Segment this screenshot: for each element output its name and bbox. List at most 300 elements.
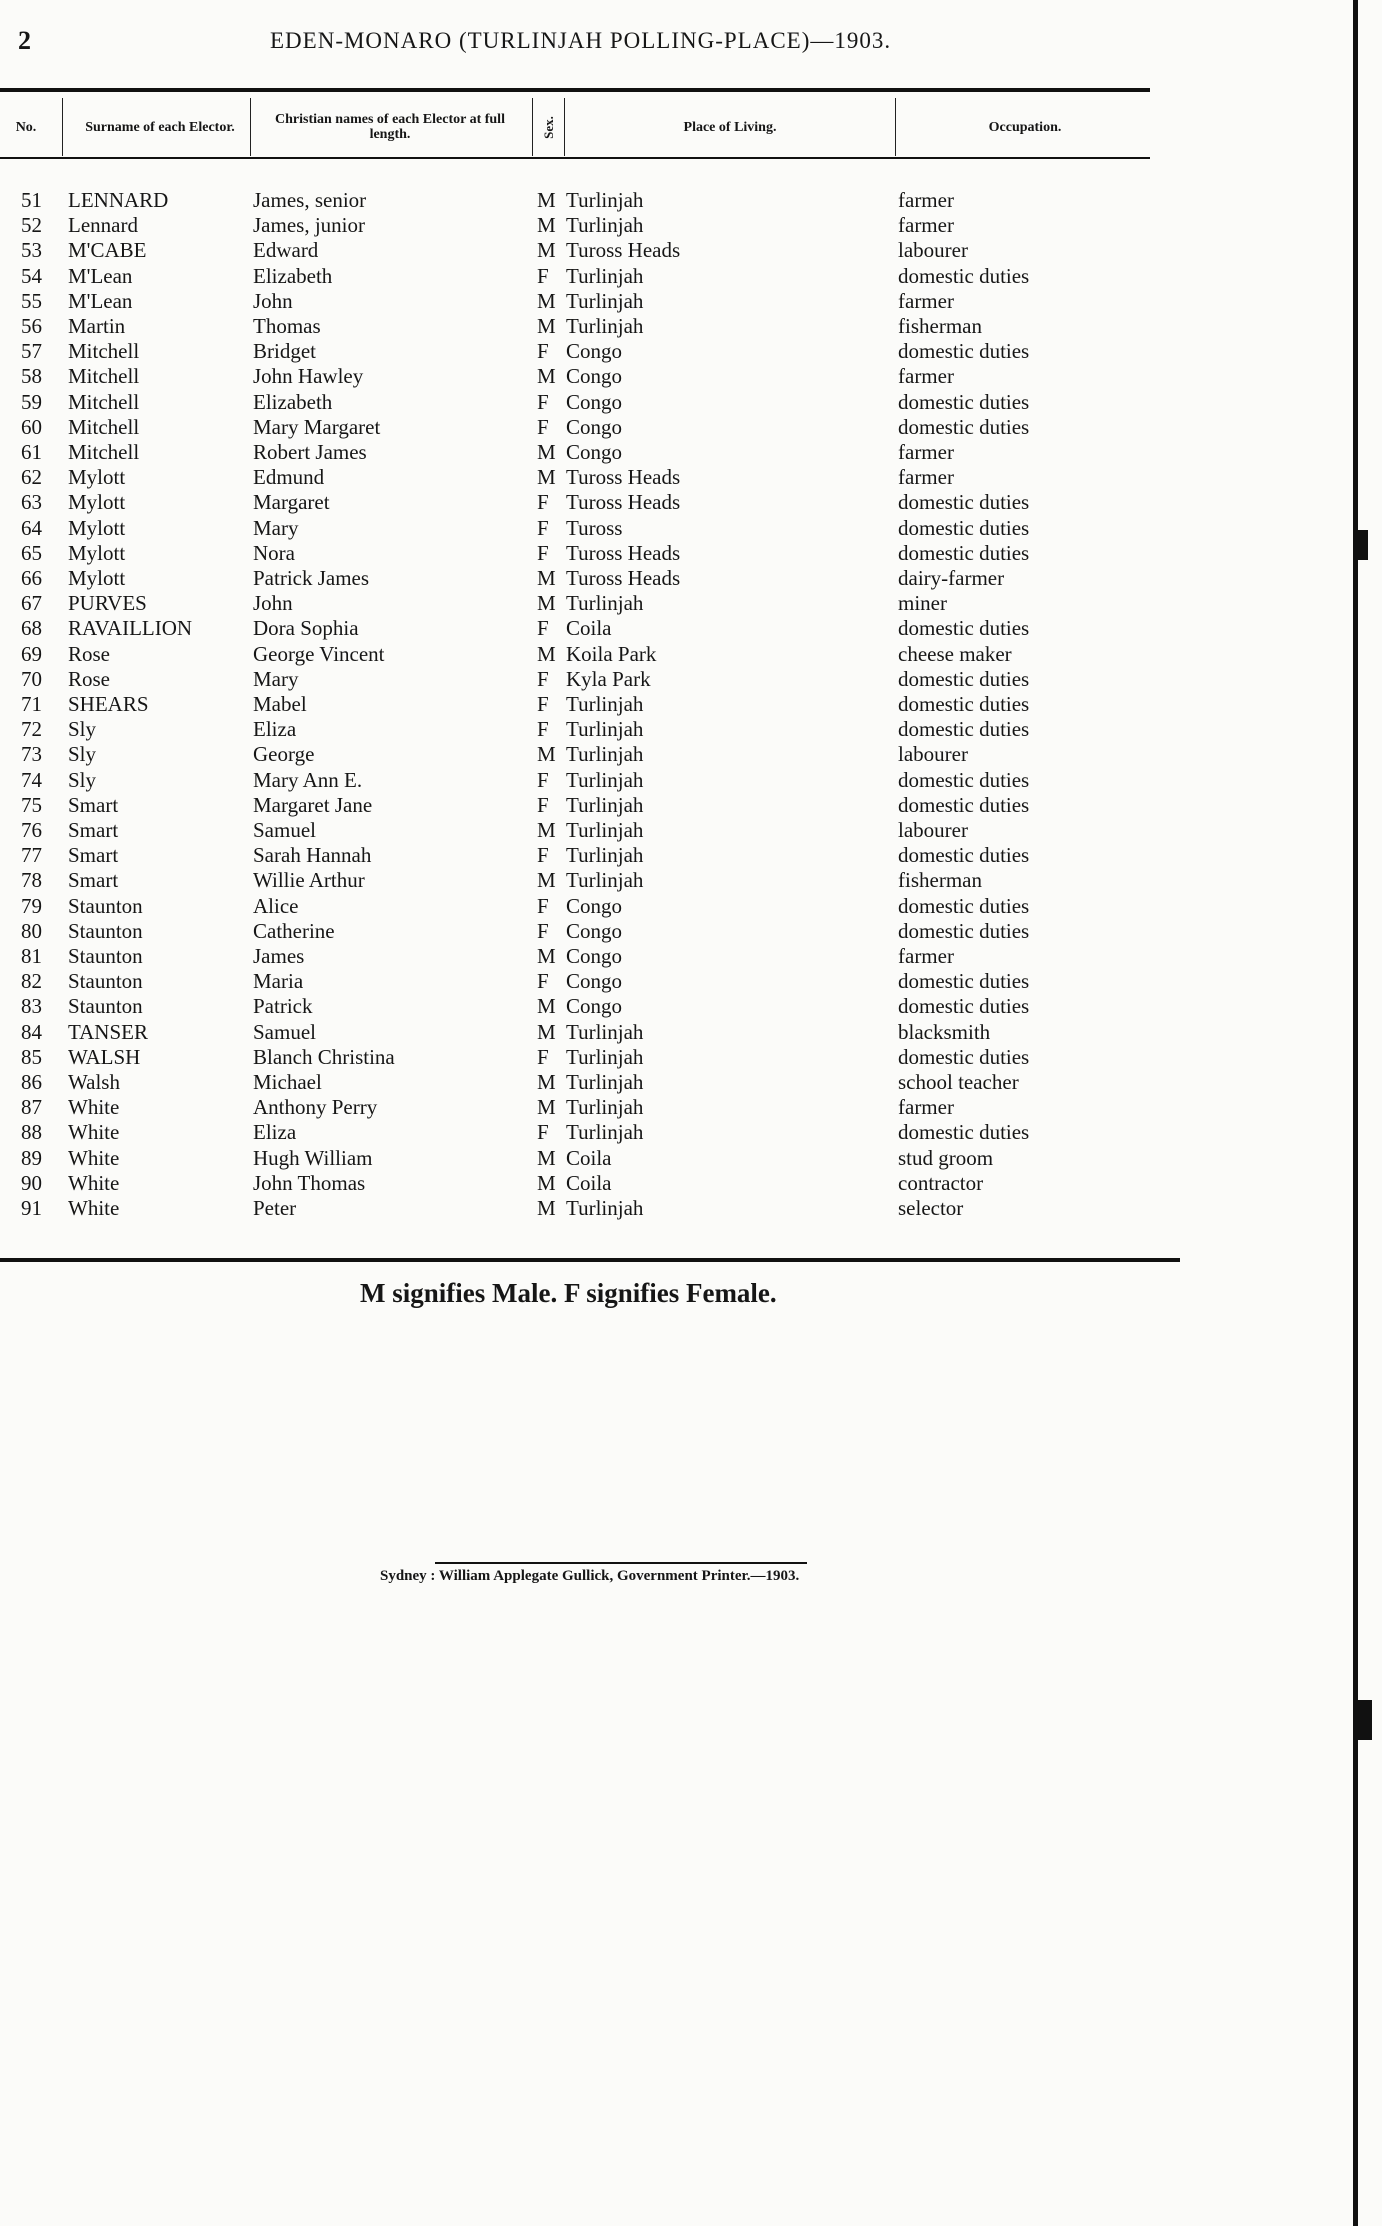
- table-row: [0, 1146, 1150, 1171]
- elector-place-of-living: Congo: [566, 944, 623, 968]
- elector-number: 65: [21, 540, 42, 565]
- elector-christian-names: Elizabeth: [253, 263, 333, 288]
- elector-place-of-living: Turlinjah: [566, 288, 644, 313]
- elector-number: 64: [21, 515, 42, 540]
- column-divider: [62, 98, 63, 156]
- elector-sex: F: [537, 389, 549, 414]
- elector-sex: M: [537, 641, 556, 666]
- elector-place-of-living: Turlinjah: [566, 692, 644, 716]
- elector-sex: M: [537, 440, 556, 464]
- elector-christian-names: Samuel: [253, 818, 316, 842]
- elector-number: 83: [21, 994, 42, 1019]
- column-divider: [895, 98, 896, 156]
- elector-christian-names: Blanch Christina: [253, 1044, 395, 1069]
- elector-surname: White: [68, 1196, 120, 1220]
- elector-christian-names: Eliza: [253, 717, 297, 742]
- elector-surname: Smart: [68, 843, 119, 868]
- elector-surname: Rose: [68, 641, 110, 666]
- sex-key-footnote: M signifies Male. F signifies Female.: [360, 1278, 777, 1308]
- elector-sex: M: [537, 742, 556, 767]
- table-row: [0, 1120, 1150, 1145]
- elector-surname: Rose: [68, 666, 110, 691]
- page-edge-border: [1353, 0, 1358, 2226]
- elector-occupation: school teacher: [898, 1070, 1019, 1094]
- elector-sex: F: [537, 414, 549, 439]
- elector-number: 52: [21, 213, 42, 238]
- elector-occupation: domestic duties: [898, 666, 1030, 691]
- elector-surname: Smart: [68, 818, 119, 842]
- elector-christian-names: John Hawley: [253, 364, 364, 389]
- header-christian-names: Christian names of each Elector at full length.: [275, 112, 505, 142]
- elector-christian-names: Mabel: [253, 692, 307, 716]
- elector-christian-names: Nora: [253, 540, 295, 565]
- table-row: [0, 717, 1150, 742]
- elector-number: 68: [21, 616, 42, 641]
- elector-number: 53: [21, 238, 42, 263]
- elector-number: 86: [21, 1070, 42, 1094]
- table-row: [0, 1095, 1150, 1120]
- printer-imprint: Sydney : William Applegate Gullick, Government Printer.—1903.: [380, 1568, 800, 1584]
- elector-occupation: domestic duties: [898, 515, 1030, 540]
- elector-place-of-living: Kyla Park: [566, 666, 651, 691]
- elector-number: 78: [21, 868, 42, 893]
- elector-sex: F: [537, 1044, 549, 1069]
- header-occupation: Occupation.: [988, 119, 1062, 135]
- elector-christian-names: Edward: [253, 238, 319, 263]
- header-place: Place of Living.: [683, 119, 777, 135]
- elector-surname: Staunton: [68, 994, 143, 1019]
- elector-surname: Sly: [68, 767, 97, 792]
- elector-number: 58: [21, 364, 42, 389]
- elector-place-of-living: Tuross Heads: [566, 465, 681, 490]
- elector-sex: M: [537, 314, 556, 338]
- elector-place-of-living: Turlinjah: [566, 742, 644, 767]
- elector-occupation: contractor: [898, 1170, 984, 1195]
- elector-sex: M: [537, 944, 556, 968]
- table-row: [0, 440, 1150, 465]
- elector-sex: M: [537, 364, 556, 389]
- elector-sex: F: [537, 893, 549, 918]
- elector-number: 89: [21, 1145, 42, 1170]
- elector-christian-names: Margaret Jane: [253, 792, 373, 817]
- elector-number: 82: [21, 969, 42, 994]
- elector-place-of-living: Coila: [566, 1170, 612, 1195]
- elector-sex: M: [537, 1196, 556, 1220]
- elector-surname: Walsh: [68, 1070, 120, 1094]
- elector-number: 74: [21, 767, 42, 792]
- table-row: [0, 969, 1150, 994]
- elector-surname: M'CABE: [68, 238, 147, 263]
- header-surname: Surname of each Elector.: [85, 119, 235, 135]
- elector-occupation: labourer: [898, 238, 968, 263]
- elector-sex: F: [537, 515, 549, 540]
- elector-place-of-living: Tuross Heads: [566, 540, 681, 565]
- elector-surname: Mylott: [68, 490, 126, 515]
- elector-occupation: domestic duties: [898, 389, 1030, 414]
- elector-occupation: domestic duties: [898, 792, 1030, 817]
- elector-surname: PURVES: [68, 591, 147, 616]
- table-row: [0, 516, 1150, 541]
- elector-occupation: domestic duties: [898, 490, 1030, 515]
- table-row: [0, 667, 1150, 692]
- header-sex: [534, 98, 562, 156]
- elector-surname: Mitchell: [68, 339, 140, 364]
- elector-occupation: fisherman: [898, 868, 982, 893]
- elector-occupation: domestic duties: [898, 540, 1030, 565]
- elector-place-of-living: Congo: [566, 994, 623, 1019]
- elector-place-of-living: Turlinjah: [566, 1070, 644, 1094]
- elector-sex: F: [537, 969, 549, 994]
- elector-occupation: domestic duties: [898, 843, 1030, 868]
- elector-place-of-living: Congo: [566, 969, 623, 994]
- table-row: [0, 818, 1150, 843]
- elector-number: 90: [21, 1170, 42, 1195]
- elector-sex: F: [537, 843, 549, 868]
- elector-sex: F: [537, 717, 549, 742]
- elector-christian-names: George Vincent: [253, 641, 385, 666]
- elector-surname: White: [68, 1120, 120, 1145]
- elector-number: 80: [21, 918, 42, 943]
- elector-christian-names: James: [253, 944, 305, 968]
- elector-place-of-living: Turlinjah: [566, 843, 644, 868]
- elector-sex: M: [537, 1095, 556, 1120]
- elector-sex: F: [537, 692, 549, 716]
- elector-number: 87: [21, 1095, 42, 1120]
- elector-number: 57: [21, 339, 42, 364]
- elector-sex: M: [537, 566, 556, 590]
- table-row: [0, 768, 1150, 793]
- elector-occupation: domestic duties: [898, 893, 1030, 918]
- elector-sex: F: [537, 490, 549, 515]
- table-bottom-rule: [0, 1258, 1180, 1262]
- elector-sex: M: [537, 818, 556, 842]
- header-sex-label: Sex.: [540, 115, 556, 139]
- elector-christian-names: Anthony Perry: [253, 1095, 378, 1120]
- elector-place-of-living: Congo: [566, 893, 623, 918]
- elector-surname: Mitchell: [68, 414, 140, 439]
- elector-christian-names: Edmund: [253, 465, 325, 490]
- elector-number: 77: [21, 843, 42, 868]
- elector-christian-names: Catherine: [253, 918, 335, 943]
- elector-number: 91: [21, 1196, 42, 1220]
- column-divider: [532, 98, 533, 156]
- table-row: [0, 289, 1150, 314]
- elector-christian-names: George: [253, 742, 315, 767]
- elector-surname: Mylott: [68, 515, 126, 540]
- elector-place-of-living: Congo: [566, 364, 623, 389]
- elector-occupation: domestic duties: [898, 339, 1030, 364]
- elector-place-of-living: Turlinjah: [566, 717, 644, 742]
- table-row: [0, 1070, 1150, 1095]
- table-row: [0, 188, 1150, 213]
- elector-christian-names: Margaret: [253, 490, 330, 515]
- elector-occupation: labourer: [898, 818, 968, 842]
- elector-christian-names: John: [253, 591, 293, 616]
- elector-sex: M: [537, 238, 556, 263]
- elector-place-of-living: Tuross: [566, 515, 623, 540]
- elector-occupation: domestic duties: [898, 767, 1030, 792]
- elector-occupation: fisherman: [898, 314, 982, 338]
- elector-surname: Staunton: [68, 944, 143, 968]
- table-row: [0, 742, 1150, 767]
- elector-christian-names: Michael: [253, 1070, 322, 1094]
- page-title: EDEN-MONARO (TURLINJAH POLLING-PLACE)—1903.: [270, 28, 892, 53]
- elector-number: 71: [21, 692, 42, 716]
- elector-sex: M: [537, 213, 556, 238]
- elector-sex: M: [537, 1019, 556, 1044]
- table-row: [0, 566, 1150, 591]
- elector-surname: Staunton: [68, 969, 143, 994]
- table-row: [0, 1020, 1150, 1045]
- binding-tab: [1358, 530, 1368, 560]
- elector-christian-names: Thomas: [253, 314, 321, 338]
- elector-occupation: farmer: [898, 944, 954, 968]
- elector-place-of-living: Tuross Heads: [566, 490, 681, 515]
- elector-sex: M: [537, 994, 556, 1019]
- elector-christian-names: Mary Ann E.: [253, 767, 363, 792]
- elector-occupation: farmer: [898, 465, 954, 490]
- elector-christian-names: Elizabeth: [253, 389, 333, 414]
- elector-christian-names: John Thomas: [253, 1170, 366, 1195]
- header-bottom-rule: [0, 157, 1150, 159]
- elector-number: 88: [21, 1120, 42, 1145]
- elector-christian-names: John: [253, 288, 293, 313]
- elector-occupation: farmer: [898, 288, 954, 313]
- table-row: [0, 339, 1150, 364]
- table-row: [0, 238, 1150, 263]
- elector-sex: M: [537, 288, 556, 313]
- elector-christian-names: Samuel: [253, 1019, 316, 1044]
- elector-place-of-living: Turlinjah: [566, 314, 644, 338]
- elector-surname: Mitchell: [68, 440, 140, 464]
- elector-sex: M: [537, 1145, 556, 1170]
- elector-occupation: domestic duties: [898, 263, 1030, 288]
- elector-occupation: domestic duties: [898, 969, 1030, 994]
- elector-sex: M: [537, 1070, 556, 1094]
- elector-surname: White: [68, 1145, 120, 1170]
- elector-surname: Smart: [68, 792, 119, 817]
- table-row: [0, 793, 1150, 818]
- elector-occupation: farmer: [898, 1095, 954, 1120]
- elector-number: 79: [21, 893, 42, 918]
- elector-occupation: miner: [898, 591, 947, 616]
- elector-surname: Mitchell: [68, 389, 140, 414]
- table-row: [0, 264, 1150, 289]
- elector-place-of-living: Turlinjah: [566, 1019, 644, 1044]
- printer-rule: [435, 1562, 807, 1564]
- elector-occupation: domestic duties: [898, 717, 1030, 742]
- elector-occupation: domestic duties: [898, 1120, 1030, 1145]
- elector-sex: F: [537, 792, 549, 817]
- elector-christian-names: Patrick James: [253, 566, 370, 590]
- elector-occupation: domestic duties: [898, 918, 1030, 943]
- elector-place-of-living: Turlinjah: [566, 1095, 644, 1120]
- elector-occupation: labourer: [898, 742, 968, 767]
- elector-christian-names: Mary: [253, 515, 299, 540]
- elector-surname: Staunton: [68, 893, 143, 918]
- elector-occupation: blacksmith: [898, 1019, 991, 1044]
- elector-sex: M: [537, 591, 556, 616]
- elector-sex: F: [537, 767, 549, 792]
- elector-place-of-living: Turlinjah: [566, 1044, 644, 1069]
- column-divider: [564, 98, 565, 156]
- elector-number: 76: [21, 818, 42, 842]
- elector-number: 81: [21, 944, 42, 968]
- elector-surname: White: [68, 1170, 120, 1195]
- elector-place-of-living: Congo: [566, 414, 623, 439]
- column-divider: [250, 98, 251, 156]
- elector-number: 84: [21, 1019, 42, 1044]
- elector-sex: F: [537, 339, 549, 364]
- table-row: [0, 490, 1150, 515]
- elector-christian-names: Bridget: [253, 339, 316, 364]
- elector-number: 66: [21, 566, 42, 590]
- elector-sex: F: [537, 666, 549, 691]
- page-number: 2: [18, 26, 31, 55]
- elector-number: 60: [21, 414, 42, 439]
- elector-surname: Mylott: [68, 540, 126, 565]
- elector-occupation: dairy-farmer: [898, 566, 1005, 590]
- elector-occupation: domestic duties: [898, 1044, 1030, 1069]
- elector-christian-names: Patrick: [253, 994, 313, 1019]
- elector-number: 51: [21, 188, 42, 212]
- elector-surname: RAVAILLION: [68, 616, 193, 641]
- elector-surname: M'Lean: [68, 263, 133, 288]
- elector-surname: Martin: [68, 314, 126, 338]
- elector-occupation: farmer: [898, 364, 954, 389]
- table-row: [0, 642, 1150, 667]
- elector-christian-names: Hugh William: [253, 1145, 373, 1170]
- elector-place-of-living: Turlinjah: [566, 1120, 644, 1145]
- header-no: No.: [15, 119, 37, 135]
- elector-sex: F: [537, 1120, 549, 1145]
- elector-number: 70: [21, 666, 42, 691]
- elector-place-of-living: Turlinjah: [566, 188, 644, 212]
- elector-number: 72: [21, 717, 42, 742]
- elector-surname: Staunton: [68, 918, 143, 943]
- elector-occupation: cheese maker: [898, 641, 1012, 666]
- elector-christian-names: Mary: [253, 666, 299, 691]
- elector-sex: M: [537, 1170, 556, 1195]
- elector-surname: Smart: [68, 868, 119, 893]
- elector-number: 59: [21, 389, 42, 414]
- table-row: [0, 465, 1150, 490]
- elector-number: 56: [21, 314, 42, 338]
- elector-place-of-living: Turlinjah: [566, 591, 644, 616]
- table-row: [0, 894, 1150, 919]
- elector-place-of-living: Congo: [566, 440, 623, 464]
- elector-surname: Sly: [68, 717, 97, 742]
- elector-sex: M: [537, 465, 556, 490]
- elector-number: 61: [21, 440, 42, 464]
- elector-number: 63: [21, 490, 42, 515]
- elector-place-of-living: Congo: [566, 339, 623, 364]
- elector-place-of-living: Turlinjah: [566, 792, 644, 817]
- elector-occupation: domestic duties: [898, 414, 1030, 439]
- elector-surname: WALSH: [68, 1044, 141, 1069]
- elector-occupation: domestic duties: [898, 692, 1030, 716]
- elector-place-of-living: Turlinjah: [566, 213, 644, 238]
- elector-place-of-living: Turlinjah: [566, 767, 644, 792]
- elector-number: 73: [21, 742, 42, 767]
- elector-surname: Mylott: [68, 566, 126, 590]
- elector-christian-names: Robert James: [253, 440, 367, 464]
- elector-christian-names: James, senior: [253, 188, 367, 212]
- elector-christian-names: Mary Margaret: [253, 414, 381, 439]
- elector-occupation: domestic duties: [898, 616, 1030, 641]
- elector-place-of-living: Coila: [566, 1145, 612, 1170]
- table-row: [0, 1171, 1150, 1196]
- elector-place-of-living: Koila Park: [566, 641, 657, 666]
- elector-sex: M: [537, 868, 556, 893]
- table-row: [0, 213, 1150, 238]
- elector-christian-names: Dora Sophia: [253, 616, 359, 641]
- elector-place-of-living: Coila: [566, 616, 612, 641]
- table-row: [0, 314, 1150, 339]
- elector-surname: Mitchell: [68, 364, 140, 389]
- table-row: [0, 919, 1150, 944]
- binding-tab: [1358, 1700, 1372, 1740]
- table-row: [0, 1196, 1150, 1221]
- elector-occupation: domestic duties: [898, 994, 1030, 1019]
- elector-christian-names: Peter: [253, 1196, 297, 1220]
- table-row: [0, 1045, 1150, 1070]
- table-row: [0, 390, 1150, 415]
- elector-place-of-living: Turlinjah: [566, 868, 644, 893]
- elector-place-of-living: Turlinjah: [566, 818, 644, 842]
- elector-christian-names: Sarah Hannah: [253, 843, 372, 868]
- elector-place-of-living: Tuross Heads: [566, 238, 681, 263]
- elector-christian-names: Alice: [253, 893, 299, 918]
- elector-surname: TANSER: [68, 1019, 148, 1044]
- elector-sex: F: [537, 540, 549, 565]
- elector-number: 85: [21, 1044, 42, 1069]
- elector-number: 62: [21, 465, 42, 490]
- elector-surname: LENNARD: [68, 188, 169, 212]
- elector-occupation: stud groom: [898, 1145, 994, 1170]
- elector-occupation: farmer: [898, 440, 954, 464]
- table-row: [0, 692, 1150, 717]
- elector-sex: F: [537, 918, 549, 943]
- elector-occupation: selector: [898, 1196, 964, 1220]
- elector-number: 67: [21, 591, 42, 616]
- elector-number: 55: [21, 288, 42, 313]
- elector-place-of-living: Turlinjah: [566, 1196, 644, 1220]
- elector-place-of-living: Tuross Heads: [566, 566, 681, 590]
- elector-surname: M'Lean: [68, 288, 133, 313]
- elector-place-of-living: Congo: [566, 389, 623, 414]
- elector-sex: F: [537, 616, 549, 641]
- elector-christian-names: Eliza: [253, 1120, 297, 1145]
- elector-surname: SHEARS: [68, 692, 149, 716]
- elector-number: 54: [21, 263, 42, 288]
- table-row: [0, 944, 1150, 969]
- elector-surname: Sly: [68, 742, 97, 767]
- elector-surname: Lennard: [68, 213, 138, 238]
- header-top-rule: [0, 88, 1150, 92]
- elector-place-of-living: Congo: [566, 918, 623, 943]
- elector-christian-names: Willie Arthur: [253, 868, 365, 893]
- elector-sex: M: [537, 188, 556, 212]
- table-row: [0, 994, 1150, 1019]
- elector-christian-names: James, junior: [253, 213, 365, 238]
- elector-number: 75: [21, 792, 42, 817]
- table-row: [0, 541, 1150, 566]
- elector-surname: Mylott: [68, 465, 126, 490]
- elector-place-of-living: Turlinjah: [566, 263, 644, 288]
- elector-occupation: farmer: [898, 188, 954, 212]
- table-row: [0, 364, 1150, 389]
